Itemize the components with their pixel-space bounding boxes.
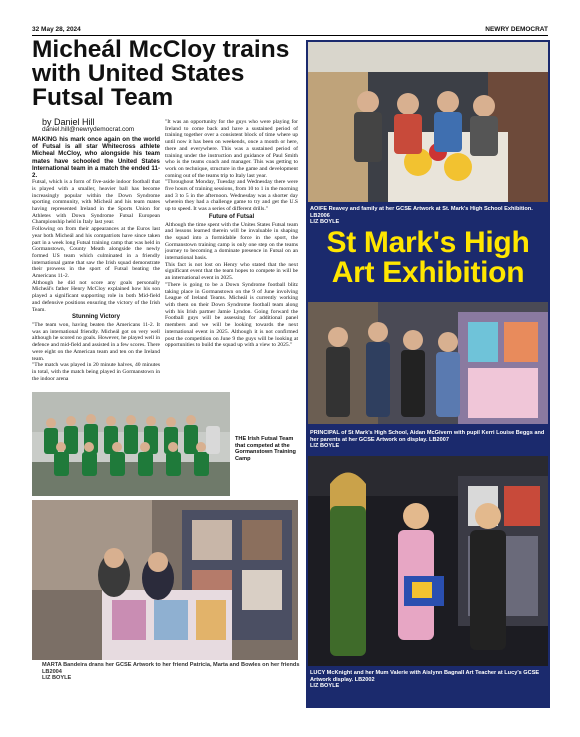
- title-line: Art Exhibition: [331, 256, 525, 289]
- byline: by Daniel Hill: [42, 117, 95, 127]
- author-email[interactable]: daniel.hill@newrydemocrat.com: [42, 126, 135, 133]
- article-column-2: [165, 119, 298, 388]
- masthead: [32, 26, 548, 36]
- page-date: 32 May 28, 2024: [32, 26, 81, 33]
- art-exhibition-title: [306, 228, 550, 288]
- caption-text: AOIFE Reavey and family at her GCSE Artwork at St. Mark's High School Exhibition. LB2006: [310, 206, 533, 219]
- caption-text: PRINCIPAL of St Mark's High School, Aidan McGivern with pupil Kerri Louise Beggs and her parents at her GCSE Artwork on display. LB2007: [310, 430, 545, 443]
- subheading: Stunning Victory: [72, 314, 120, 321]
- article-lead: MAKING his mark once again on the world of Futsal is all star Whitecross athlete Micheal McCloy, who alongside his team mates have schooled the United States International team in a match the ended 11-2.: [32, 136, 160, 180]
- aoife-caption: [310, 206, 548, 226]
- paragraph: "Throughout Monday, Tuesday and Wednesday there were five hours of training sessions, from 10 to 1 in the morning and 3 to 5 in the afternoon. Wednesday was a shorter day wherein they had a challenge game to try and get the U.S up to speed. It was a series of different drills.": [165, 179, 298, 213]
- photo-credit: LIZ BOYLE: [42, 675, 72, 681]
- marta-caption: [42, 662, 304, 682]
- paragraph: "The match was played in 20 minute halves, 40 minutes in total, with the match being played in Gormanstown in the indoor arena: [32, 362, 160, 382]
- photo-credit: LIZ BOYLE: [310, 443, 340, 449]
- marta-artwork-photo: [32, 500, 298, 660]
- principal-caption: [310, 430, 548, 450]
- caption-text: LUCY McKnight and her Mum Valerie with Aislynn Bagnall Art Teacher at Lucy's GCSE Artwork display. LB2002: [310, 670, 540, 683]
- futsal-caption: THE Irish Futsal Team that competed at the Gormanstown Training Camp: [235, 436, 296, 462]
- subheading: Future of Futsal: [208, 213, 255, 220]
- lucy-caption: [310, 670, 548, 690]
- title-line: St Mark's High: [326, 226, 530, 259]
- paper-name: NEWRY DEMOCRAT: [485, 26, 548, 33]
- paragraph: Following on from their appearances at the Euros last year both Micheál and his compatriots have since taken part in a week long Futsal training camp that was held in Gormanstown, County Meath alongside the newly formed US team which culminated in a friendly international game that saw the Irish squad demonstrate their prowess in the sport of Futsal beating the Americans 11-2.: [32, 226, 160, 280]
- paragraph: Futsal, which is a form of five-aside indoor football that is played with a smaller, heavier ball has become increasingly popular within the Down Syndrome sporting community, with Micheál and his team mates having represented Ireland in the Sports Union for Athletes with Down Syndrome Futsal European Championship held in Italy last year.: [32, 179, 160, 226]
- caption-text: MARTA Bandeira drans her GCSE Artwork to her friend Patricia, Marta and Bowles on her friends LB2004: [42, 662, 300, 675]
- lucy-artwork-photo: [308, 456, 548, 666]
- photo-credit: LIZ BOYLE: [310, 219, 340, 225]
- paragraph: Although the time spent with the Unites States Futsal team and lessons learned therein will be invaluable in shaping the squad into a formidable force in the sport, the Gormanstown training camp is only one step on the teams journey to becoming a dominate presence in Futsal on an international basis.: [165, 221, 298, 262]
- paragraph: "It was an opportunity for the guys who were playing for Ireland to come back and have a sustained period of training together over a consistent block of time where up until now it has been on weekends, once a month or here, there and everywhere. This was a sustained period of training under the instruction and guidance of Paul Smith who is the teams coach and manager. This was getting to work on technique, structure in the game and development coming out of the teams trip to Italy last year.: [165, 119, 298, 179]
- paragraph: "The team won, having beaten the Americans 11-2. It was an international friendly. Micheál got on very well although he scored no goals. However, he played well in defence and mid-field and assisted in a few scores. There were eight on the American team and ten on the Ireland team.: [32, 321, 160, 362]
- paragraph: Although he did not score any goals personally Micheál's father Henry McCloy explained how his son played a significant supporting role in both Mid-field and defensive positions ensuring the victory of the Irish Team.: [32, 279, 160, 313]
- aoife-artwork-photo: [308, 42, 548, 202]
- paragraph: "There is going to be a Down Syndrome football blitz taking place in Gormanstown on the 9 of June involving League of Ireland Teams. Micheál is currently working with them on their Down Syndrome football team along with his Irish partner Jamie Lyndon. Going forward the Football guys will be assessing for additional panel members and we will be looking towards the next international event in 2025. Although it is not confirmed post the competition on June 9 the guys will be looking at opportunities to build the squad up with a view to 2025.": [165, 281, 298, 349]
- photo-credit: LIZ BOYLE: [310, 683, 340, 689]
- article-column-1: [32, 136, 160, 388]
- principal-artwork-photo: [308, 302, 548, 424]
- futsal-team-photo: [32, 392, 230, 496]
- article-headline: Micheál McCloy trains with United States Futsal Team: [32, 36, 290, 111]
- paragraph: This fact is not lost on Henry who stated that the next significant event that the team hopes to compete in will be an international event in 2025.: [165, 261, 298, 282]
